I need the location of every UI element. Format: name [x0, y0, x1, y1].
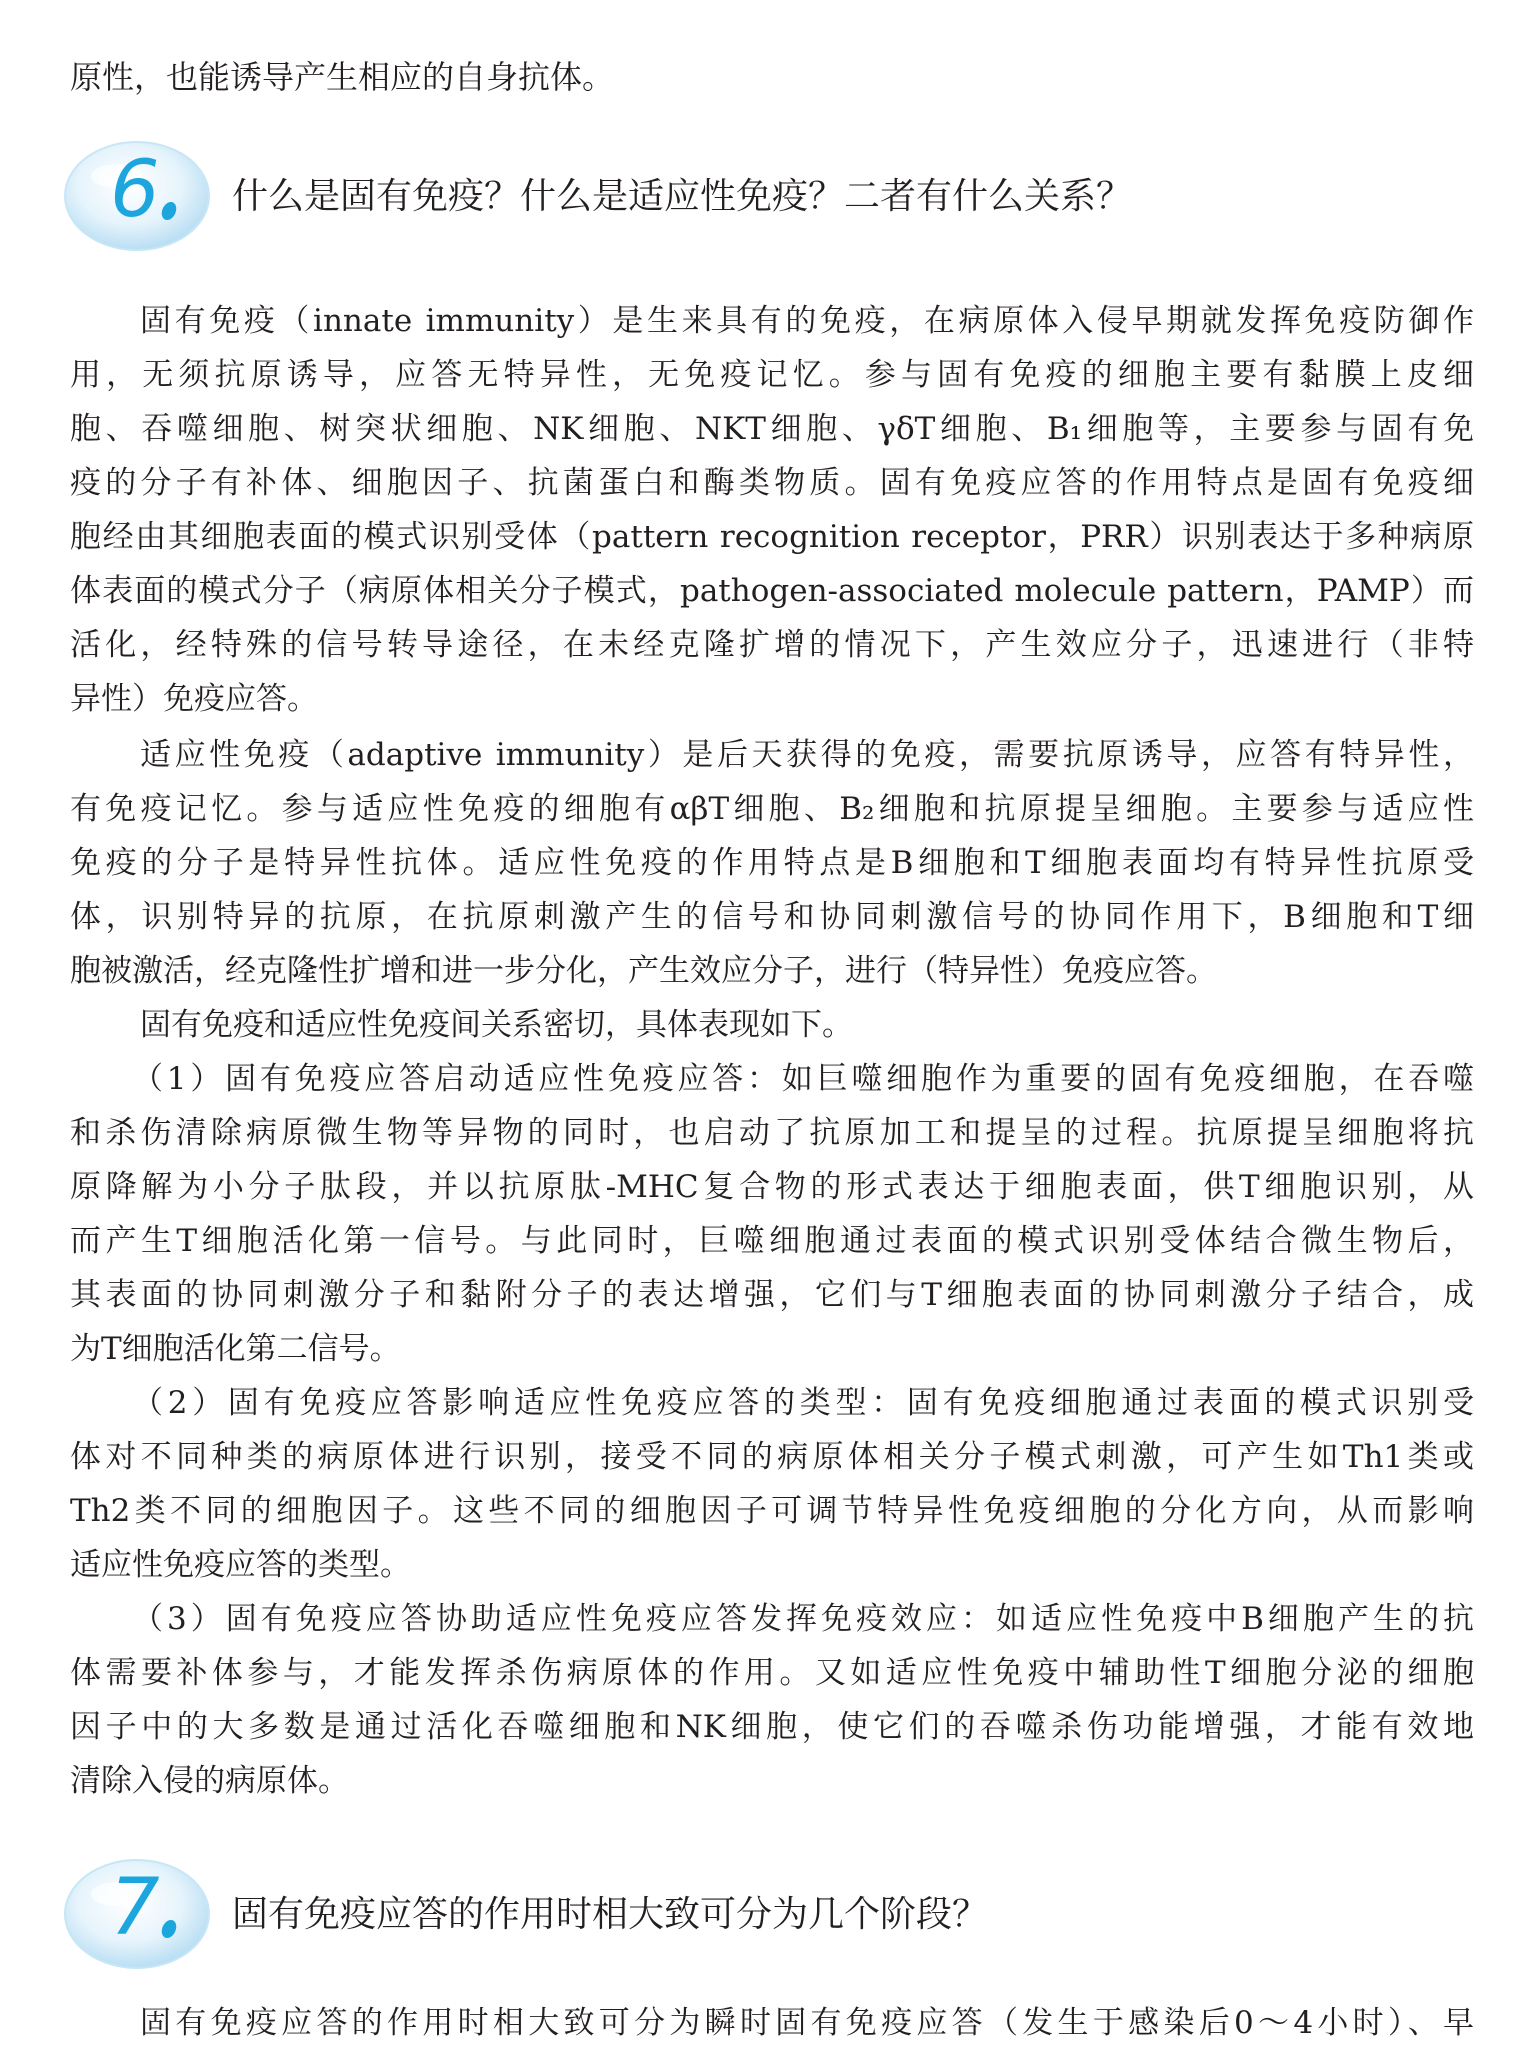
text-line: 胞经由其细胞表面的模式识别受体（pattern recognition receptor，PRR）识别表达于多种病原: [70, 519, 1474, 555]
paragraph-point-2: [70, 1376, 1474, 1592]
text-line: 胞、吞噬细胞、树突状细胞、NK细胞、NKT细胞、γδT细胞、B₁细胞等，主要参与固有免: [70, 411, 1474, 447]
text-line: 原降解为小分子肽段，并以抗原肽-MHC复合物的形式表达于细胞表面，供T细胞识别，从: [70, 1169, 1474, 1205]
section-title: 固有免疫应答的作用时相大致可分为几个阶段？: [232, 1894, 989, 1935]
paragraph-point-1: [70, 1052, 1474, 1376]
text-line: 异性）免疫应答。: [70, 681, 318, 717]
text-line: 体需要补体参与，才能发挥杀伤病原体的作用。又如适应性免疫中辅助性T细胞分泌的细胞: [70, 1655, 1474, 1691]
text-line: 免疫的分子是特异性抗体。适应性免疫的作用特点是B细胞和T细胞表面均有特异性抗原受: [70, 845, 1474, 881]
text-line: 清除入侵的病原体。: [70, 1763, 349, 1799]
text-line: 固有免疫和适应性免疫间关系密切，具体表现如下。: [140, 1007, 853, 1043]
text-line: 体对不同种类的病原体进行识别，接受不同的病原体相关分子模式刺激，可产生如Th1类或: [70, 1439, 1474, 1475]
text-line: 体，识别特异的抗原，在抗原刺激产生的信号和协同刺激信号的协同作用下，B细胞和T细: [70, 899, 1474, 935]
text-line: 因子中的大多数是通过活化吞噬细胞和NK细胞，使它们的吞噬杀伤功能增强，才能有效地: [70, 1709, 1474, 1745]
text-line: 适应性免疫应答的类型。: [70, 1547, 411, 1583]
text-line: 固有免疫（innate immunity）是生来具有的免疫，在病原体入侵早期就发挥免疫防御作: [140, 303, 1474, 339]
section-number-badge: [62, 1856, 212, 1972]
text-line: （3）固有免疫应答协助适应性免疫应答发挥免疫效应：如适应性免疫中B细胞产生的抗: [132, 1601, 1474, 1637]
paragraph-innate-phases: [70, 1996, 1474, 2050]
text-line: 胞被激活，经克隆性扩增和进一步分化，产生效应分子，进行（特异性）免疫应答。: [70, 953, 1217, 989]
text-line: 其表面的协同刺激分子和黏附分子的表达增强，它们与T细胞表面的协同刺激分子结合，成: [70, 1277, 1474, 1313]
text-line: 固有免疫应答的作用时相大致可分为瞬时固有免疫应答（发生于感染后0～4小时）、早: [140, 2005, 1474, 2041]
section-7-heading: [62, 1856, 1482, 1976]
text-line: 为T细胞活化第二信号。: [70, 1331, 401, 1367]
continued-text-line: 原性，也能诱导产生相应的自身抗体。: [70, 58, 615, 96]
text-line: 体表面的模式分子（病原体相关分子模式，pathogen-associated molecule pattern，PAMP）而: [70, 573, 1474, 609]
text-line: Th2类不同的细胞因子。这些不同的细胞因子可调节特异性免疫细胞的分化方向，从而影响: [70, 1493, 1474, 1529]
text-line: 和杀伤清除病原微生物等异物的同时，也启动了抗原加工和提呈的过程。抗原提呈细胞将抗: [70, 1115, 1474, 1151]
text-line: 用，无须抗原诱导，应答无特异性，无免疫记忆。参与固有免疫的细胞主要有黏膜上皮细: [70, 357, 1474, 393]
section-number: 7: [110, 1863, 158, 1953]
section-title: 什么是固有免疫？什么是适应性免疫？二者有什么关系？: [232, 176, 1133, 217]
section-6-heading: [62, 138, 1482, 258]
text-line: 而产生T细胞活化第一信号。与此同时，巨噬细胞通过表面的模式识别受体结合微生物后，: [70, 1223, 1474, 1259]
section-number-badge: [62, 138, 212, 254]
text-line: 适应性免疫（adaptive immunity）是后天获得的免疫，需要抗原诱导，应答有特异性，: [140, 737, 1474, 773]
text-line: 疫的分子有补体、细胞因子、抗菌蛋白和酶类物质。固有免疫应答的作用特点是固有免疫细: [70, 465, 1474, 501]
text-line: 有免疫记忆。参与适应性免疫的细胞有αβT细胞、B₂细胞和抗原提呈细胞。主要参与适应性: [70, 791, 1474, 827]
section-number: 6: [110, 145, 158, 235]
text-line: （2）固有免疫应答影响适应性免疫应答的类型：固有免疫细胞通过表面的模式识别受: [132, 1385, 1474, 1421]
paragraph-point-3: [70, 1592, 1474, 1808]
paragraph-relationship: [70, 998, 1474, 1052]
text-line: （1）固有免疫应答启动适应性免疫应答：如巨噬细胞作为重要的固有免疫细胞，在吞噬: [132, 1061, 1474, 1097]
paragraph-adaptive-immunity: [70, 728, 1474, 998]
text-line: 活化，经特殊的信号转导途径，在未经克隆扩增的情况下，产生效应分子，迅速进行（非特: [70, 627, 1474, 663]
paragraph-innate-immunity: [70, 294, 1474, 726]
